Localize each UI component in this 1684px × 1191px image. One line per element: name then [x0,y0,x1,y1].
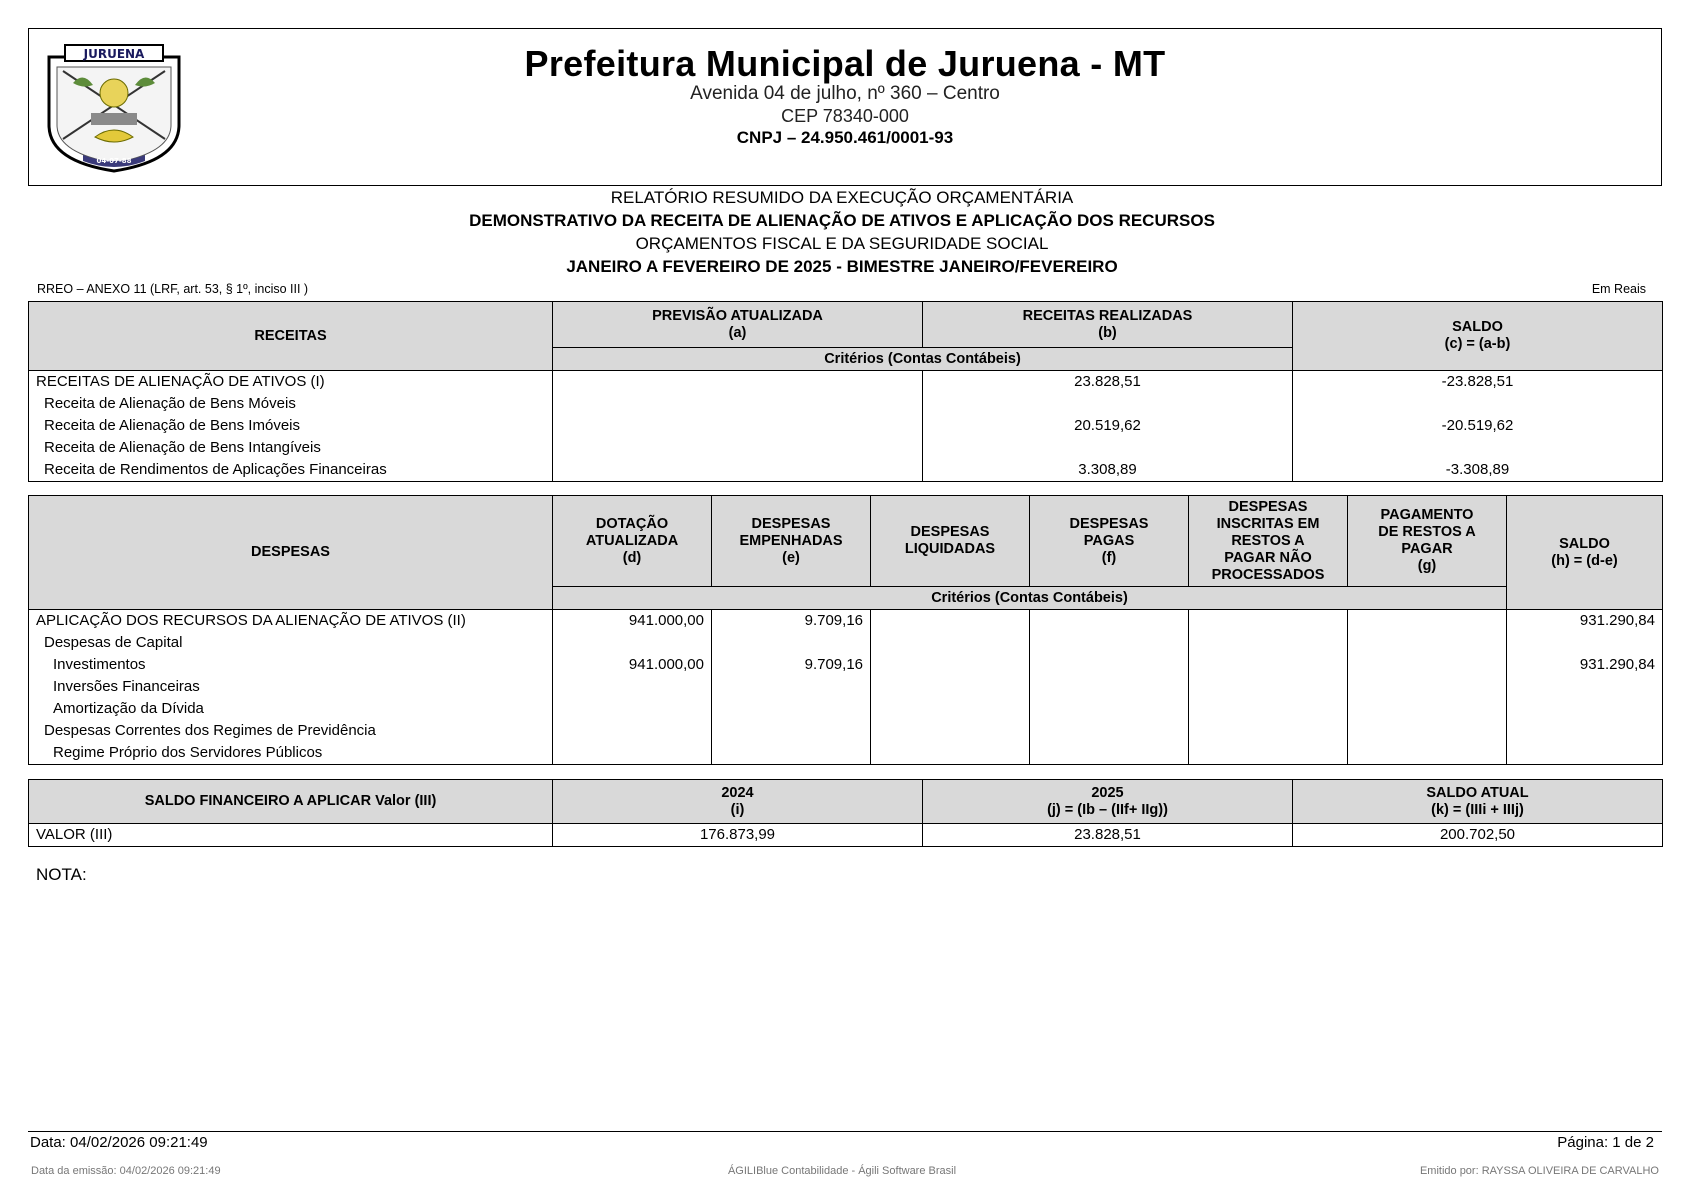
pagas-value [1030,742,1189,765]
inscritas-value [1189,742,1348,765]
saldo-value: -23.828,51 [1293,371,1663,394]
organization-address: Avenida 04 de julho, nº 360 – Centro [690,83,1000,104]
row-label: Receita de Alienação de Bens Imóveis [29,415,553,437]
saldo-value [1293,437,1663,459]
table-row [29,698,1663,720]
report-period: JANEIRO A FEVEREIRO DE 2025 - BIMESTRE JANEIRO/FEVEREIRO [566,257,1118,276]
empenhadas-value: 9.709,16 [712,654,871,676]
dotacao-value [553,632,712,654]
previsao-value [553,415,923,437]
empenhadas-value [712,742,871,765]
saldo-atual-value: 200.702,50 [1293,824,1663,847]
inscritas-value [1189,676,1348,698]
table-row [29,371,1663,394]
software-credit: ÁGILIBlue Contabilidade - Ágili Software Brasil [727,1165,957,1177]
pagamento-rp-value [1348,676,1507,698]
dotacao-value: 941.000,00 [553,654,712,676]
dotacao-value [553,676,712,698]
empenhadas-value [712,698,871,720]
empenhadas-value [712,720,871,742]
table-row [29,824,1663,847]
saldo-atual-header: SALDO ATUAL (k) = (IIIi + IIIj) [1293,780,1663,824]
realizada-value: 20.519,62 [923,415,1293,437]
saldo-value [1293,393,1663,415]
pagas-value [1030,610,1189,633]
organization-name: Prefeitura Municipal de Juruena - MT [524,43,1166,84]
liquidadas-value [871,742,1030,765]
previsao-value [553,437,923,459]
pagamento-rp-header: PAGAMENTO DE RESTOS A PAGAR (g) [1348,496,1507,587]
saldo-value [1507,676,1663,698]
organization-cep: CEP 78340-000 [781,106,909,126]
table-row [29,415,1663,437]
dotacao-value [553,698,712,720]
year-2025-header: 2025 (j) = (Ib – (IIf+ IIg)) [923,780,1293,824]
empenhadas-value [712,632,871,654]
row-label: RECEITAS DE ALIENAÇÃO DE ATIVOS (I) [29,371,553,394]
dotacao-value [553,720,712,742]
inscritas-value [1189,610,1348,633]
pagamento-rp-value [1348,742,1507,765]
crest-name-text: JURUENA [83,47,145,61]
receitas-table [28,301,1663,482]
row-label: VALOR (III) [29,824,553,847]
saldo-financeiro-header: SALDO FINANCEIRO A APLICAR Valor (III) [29,780,553,824]
table-row [29,459,1663,482]
pagamento-rp-value [1348,610,1507,633]
realizada-value [923,437,1293,459]
emission-date: Data da emissão: 04/02/2026 09:21:49 [31,1165,221,1177]
row-label: Amortização da Dívida [29,698,553,720]
table-row [29,632,1663,654]
receitas-header: RECEITAS [29,302,553,371]
liquidadas-header: DESPESAS LIQUIDADAS [871,496,1030,587]
row-label: Receita de Rendimentos de Aplicações Financeiras [29,459,553,482]
liquidadas-value [871,720,1030,742]
pagas-value [1030,676,1189,698]
previsao-value [553,371,923,394]
crest-date-text: 04-07-88 [96,157,132,165]
realizada-value: 3.308,89 [923,459,1293,482]
empenhadas-value: 9.709,16 [712,610,871,633]
realizada-value [923,393,1293,415]
despesas-table [28,495,1663,765]
annex-reference: RREO – ANEXO 11 (LRF, art. 53, § 1º, inciso III ) [37,282,309,296]
saldo-value [1507,632,1663,654]
organization-cnpj: CNPJ – 24.950.461/0001-93 [736,128,954,147]
table-row [29,742,1663,765]
previsao-value [553,393,923,415]
inscritas-value [1189,698,1348,720]
pagamento-rp-value [1348,698,1507,720]
letterhead [28,28,1662,186]
row-label: Investimentos [29,654,553,676]
row-label: Receita de Alienação de Bens Intangíveis [29,437,553,459]
pagas-value [1030,632,1189,654]
table-row [29,393,1663,415]
inscritas-value [1189,654,1348,676]
issued-by: Emitido por: RAYSSA OLIVEIRA DE CARVALHO [1419,1165,1659,1177]
report-subtitle: DEMONSTRATIVO DA RECEITA DE ALIENAÇÃO DE ATIVOS E APLICAÇÃO DOS RECURSOS [469,211,1215,230]
liquidadas-value [871,698,1030,720]
liquidadas-value [871,676,1030,698]
inscritas-value [1189,720,1348,742]
footer-divider [28,1131,1662,1132]
saldo-value: 931.290,84 [1507,654,1663,676]
footer-date: Data: 04/02/2026 09:21:49 [30,1134,208,1151]
table-row [29,654,1663,676]
inscritas-value [1189,632,1348,654]
inscritas-rp-header: DESPESAS INSCRITAS EM RESTOS A PAGAR NÃO PROCESSADOS [1189,496,1348,587]
dotacao-value [553,742,712,765]
saldo-receitas-header: SALDO (c) = (a-b) [1293,302,1663,371]
row-label: Despesas de Capital [29,632,553,654]
liquidadas-value [871,610,1030,633]
pagas-value [1030,720,1189,742]
empenhadas-header: DESPESAS EMPENHADAS (e) [712,496,871,587]
table-row [29,610,1663,633]
pagamento-rp-value [1348,654,1507,676]
table-row [29,676,1663,698]
realizadas-header: RECEITAS REALIZADAS (b) [923,302,1293,348]
year-2024-header: 2024 (i) [553,780,923,824]
pagas-value [1030,654,1189,676]
criterios-header: Critérios (Contas Contábeis) [553,348,1293,371]
criterios-header: Critérios (Contas Contábeis) [553,587,1507,610]
empenhadas-value [712,676,871,698]
liquidadas-value [871,632,1030,654]
saldo-value: -20.519,62 [1293,415,1663,437]
table-row [29,437,1663,459]
pagamento-rp-value [1348,632,1507,654]
table-row [29,720,1663,742]
row-label: Inversões Financeiras [29,676,553,698]
liquidadas-value [871,654,1030,676]
row-label: Regime Próprio dos Servidores Públicos [29,742,553,765]
page-number: Página: 1 de 2 [1557,1134,1654,1151]
value-2024: 176.873,99 [553,824,923,847]
pagas-value [1030,698,1189,720]
row-label: Despesas Correntes dos Regimes de Previdência [29,720,553,742]
previsao-header: PREVISÃO ATUALIZADA (a) [553,302,923,348]
row-label: APLICAÇÃO DOS RECURSOS DA ALIENAÇÃO DE ATIVOS (II) [29,610,553,633]
row-label: Receita de Alienação de Bens Móveis [29,393,553,415]
realizada-value: 23.828,51 [923,371,1293,394]
pagas-header: DESPESAS PAGAS (f) [1030,496,1189,587]
value-2025: 23.828,51 [923,824,1293,847]
dotacao-value: 941.000,00 [553,610,712,633]
saldo-despesas-header: SALDO (h) = (d-e) [1507,496,1663,610]
saldo-value: 931.290,84 [1507,610,1663,633]
dotacao-header: DOTAÇÃO ATUALIZADA (d) [553,496,712,587]
pagamento-rp-value [1348,720,1507,742]
saldo-value [1507,720,1663,742]
saldo-value [1507,742,1663,765]
report-title: RELATÓRIO RESUMIDO DA EXECUÇÃO ORÇAMENTÁRIA [610,188,1074,207]
currency-unit: Em Reais [1591,282,1646,296]
despesas-header: DESPESAS [29,496,553,610]
report-budget-scope: ORÇAMENTOS FISCAL E DA SEGURIDADE SOCIAL [635,234,1049,253]
saldo-value: -3.308,89 [1293,459,1663,482]
previsao-value [553,459,923,482]
saldo-value [1507,698,1663,720]
nota-label: NOTA: [36,865,87,884]
saldo-financeiro-table [28,779,1663,847]
